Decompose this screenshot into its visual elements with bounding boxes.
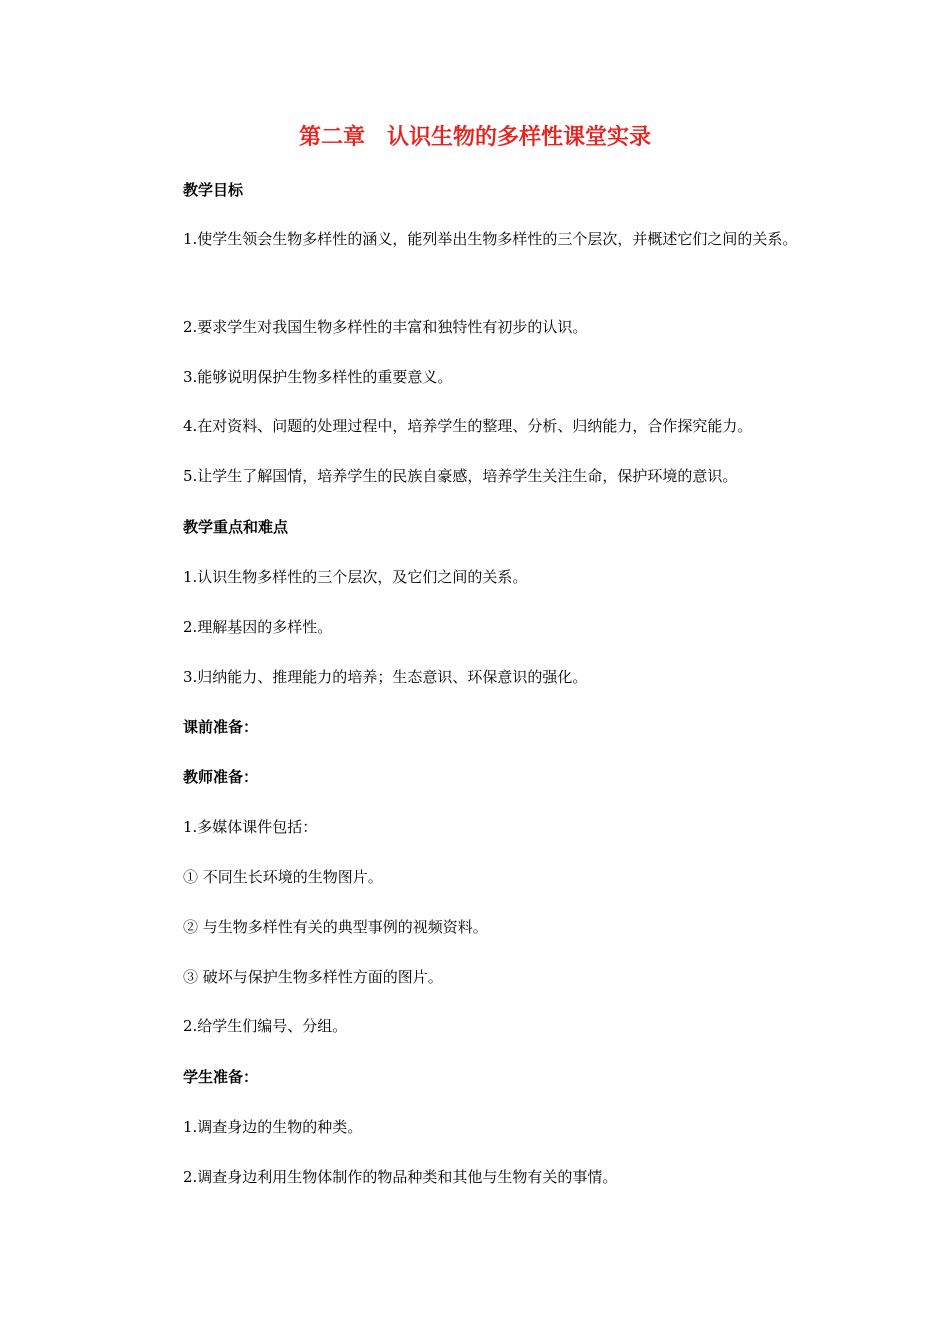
section-heading-preparation: 课前准备： — [183, 718, 259, 736]
teacher-subitem-3: ③ 破坏与保护生物多样性方面的图片。 — [183, 968, 443, 986]
goal-item-4: 4.在对资料、问题的处理过程中，培养学生的整理、分析、归纳能力，合作探究能力。 — [183, 417, 753, 435]
goal-item-3: 3.能够说明保护生物多样性的重要意义。 — [183, 368, 453, 386]
section-heading-key-points: 教学重点和难点 — [183, 518, 289, 536]
teacher-subitem-2: ② 与生物多样性有关的典型事例的视频资料。 — [183, 918, 488, 936]
goal-item-5: 5.让学生了解国情，培养学生的民族自豪感，培养学生关注生命，保护环境的意识。 — [183, 467, 738, 485]
teacher-item-2: 2.给学生们编号、分组。 — [183, 1017, 348, 1035]
teacher-item-1: 1.多媒体课件包括： — [183, 818, 318, 836]
document-title: 第二章 认识生物的多样性课堂实录 — [298, 124, 651, 150]
section-heading-teacher: 教师准备： — [183, 768, 259, 786]
goal-item-1: 1.使学生领会生物多样性的涵义，能列举出生物多样性的三个层次，并概述它们之间的关系。 — [183, 230, 798, 248]
key-item-1: 1.认识生物多样性的三个层次，及它们之间的关系。 — [183, 568, 528, 586]
teacher-subitem-1: ① 不同生长环境的生物图片。 — [183, 868, 383, 886]
key-item-2: 2.理解基因的多样性。 — [183, 618, 333, 636]
section-heading-goals: 教学目标 — [183, 181, 244, 199]
key-item-3: 3.归纳能力、推理能力的培养；生态意识、环保意识的强化。 — [183, 668, 588, 686]
goal-item-2: 2.要求学生对我国生物多样性的丰富和独特性有初步的认识。 — [183, 318, 588, 336]
student-item-2: 2.调查身边利用生物体制作的物品种类和其他与生物有关的事情。 — [183, 1168, 618, 1186]
student-item-1: 1.调查身边的生物的种类。 — [183, 1118, 363, 1136]
section-heading-student: 学生准备： — [183, 1068, 259, 1086]
